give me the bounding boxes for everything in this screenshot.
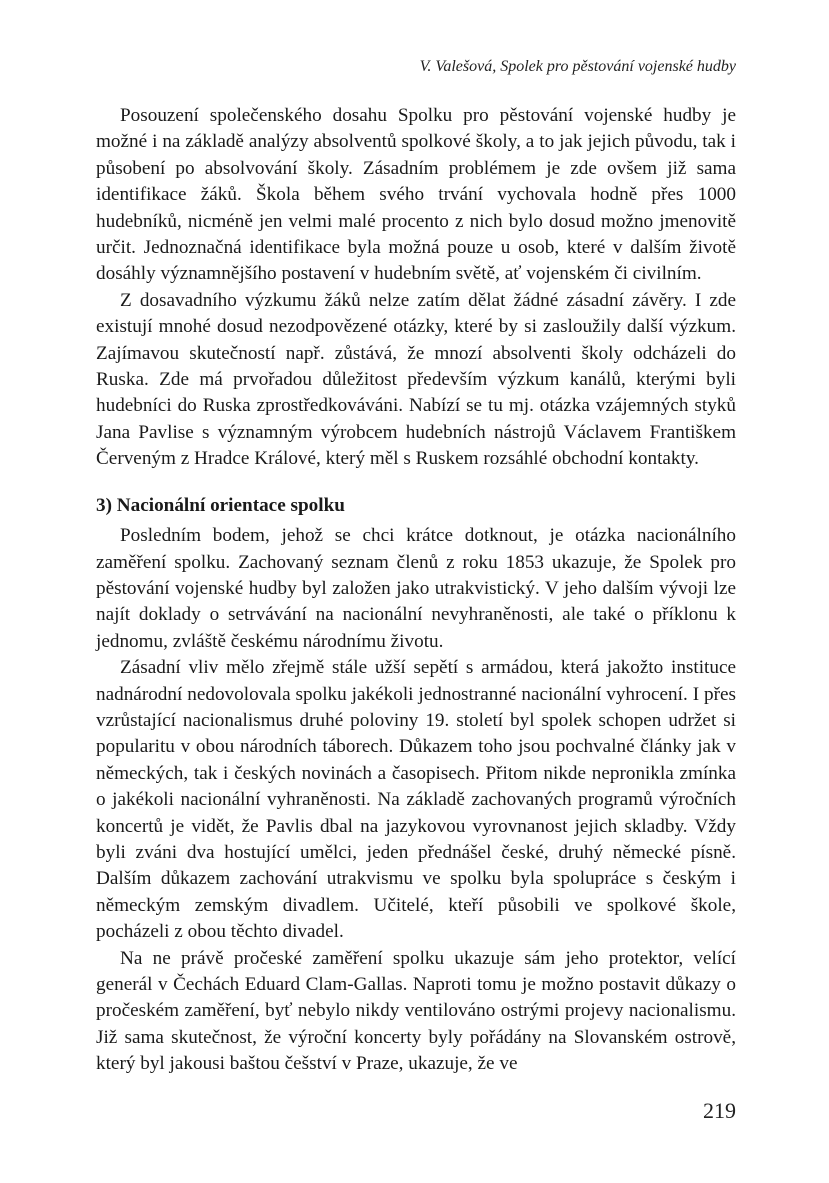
paragraph: Zásadní vliv mělo zřejmě stále užší sepětí s armádou, která jakožto instituce nadnárodní nedovolovala spolku jakékoli jednostranné nacionální vyhrocení. I přes vzrůstající nacionalismus druhé poloviny 19. století byl spolek schopen udržet si popularitu v obou národních táborech. Důkazem toho jsou pochvalné články jak v německých, tak i českých novinách a časopisech. Přitom nikde nepronikla zmínka o jakékoli nacionální vyhraněnosti. Na základě zachovaných programů výročních koncertů je vidět, že Pavlis dbal na jazykovou vyrovnanost jejich skladby. Vždy byli zváni dva hostující umělci, jeden přednášel české, druhý německé písně. Dalším důkazem zachování utrakvismu ve spolku byla spolupráce s českým i německým zemským divadlem. Učitelé, kteří působili ve spolkové škole, pocházeli z obou těchto divadel. [96, 657, 736, 943]
paragraph: Posledním bodem, jehož se chci krátce dotknout, je otázka nacionálního zaměření spolku. Zachovaný seznam členů z roku 1853 ukazuje, že Spolek pro pěstování vojenské hudby byl založen jako utrakvistický. V jeho dalším vývoji lze najít doklady o setrvávání na nacionální nevyhraněnosti, ale také o příklonu k jednomu, zvláště českému národnímu životu. [96, 525, 736, 652]
page-number: 219 [703, 1098, 736, 1123]
paragraph: Na ne právě pročeské zaměření spolku ukazuje sám jeho protektor, velící generál v Čechách Eduard Clam-Gallas. Naproti tomu je možno postavit důkazy o pročeském zaměření, byť nebylo nikdy ventilováno ostrými projevy nacionalismu. Již sama skutečnost, že výroční koncerty byly pořádány na Slovanském ostrově, který byl jakousi baštou češství v Praze, ukazuje, že ve [96, 947, 736, 1075]
paragraph: Posouzení společenského dosahu Spolku pro pěstování vojenské hudby je možné i na základě analýzy absolventů spolkové školy, a to jak jejich původu, tak i působení po absolvování školy. Zásadním problémem je zde ovšem již sama identifikace žáků. Škola během svého trvání vychovala hodně přes 1000 hudebníků, nicméně jen velmi malé procento z nich bylo dosud možno jmenovitě určit. Jednoznačná identifikace byla možná pouze u osob, které v dalším životě dosáhly významnějšího postavení v hudebním světě, ať vojenském či civilním. [96, 105, 736, 285]
section-heading: 3) Nacionální orientace spolku [96, 494, 345, 516]
running-head: V. Valešová, Spolek pro pěstování vojenské hudby [419, 58, 736, 75]
body-text [96, 103, 736, 1078]
paragraph: Z dosavadního výzkumu žáků nelze zatím dělat žádné zásadní závěry. I zde existují mnohé dosud nezodpovězené otázky, které by si zasloužily další výzkum. Zajímavou skutečností např. zůstává, že mnozí absolventi školy odcházeli do Ruska. Zde má prvořadou důležitost především výzkum kanálů, kterými byli hudebníci do Ruska zprostředkováváni. Nabízí se tu mj. otázka vzájemných styků Jana Pavlise s významným výrobcem hudebních nástrojů Václavem Františkem Červeným z Hradce Králové, který měl s Ruskem rozsáhlé obchodní kontakty. [96, 289, 736, 470]
book-page [96, 0, 736, 1183]
